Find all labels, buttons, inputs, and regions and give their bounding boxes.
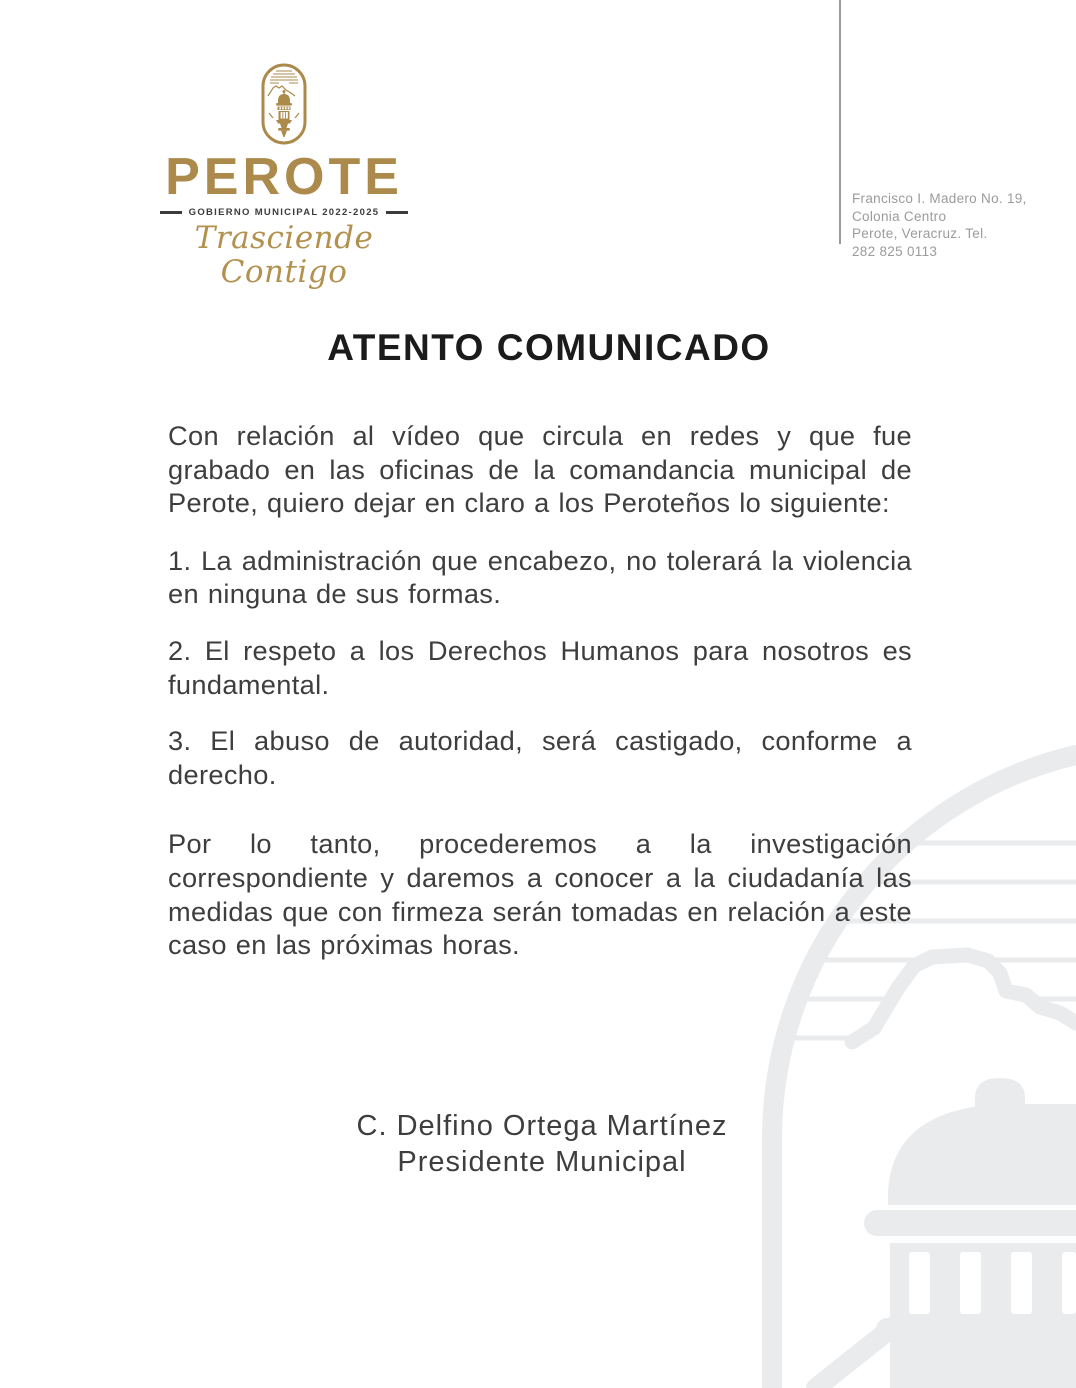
- perote-emblem-icon: [260, 62, 308, 146]
- paragraph-intro: Con relación al vídeo que circula en redes y que fue grabado en las oficinas de la comandancia municipal de Perote, quiero dejar en claro a los Peroteños lo siguiente:: [168, 420, 912, 519]
- contact-line: 282 825 0113: [852, 243, 938, 259]
- subtitle-dash-right: [386, 211, 408, 214]
- logo-subtitle: GOBIERNO MUNICIPAL 2022-2025: [188, 207, 380, 218]
- subtitle-dash-left: [160, 211, 182, 214]
- contact-address: [852, 190, 1052, 260]
- paragraph-item-3: 3. El abuso de autoridad, será castigado, conforme a derecho.: [168, 725, 912, 790]
- communique-body: [168, 419, 912, 986]
- logo-wordmark: PEROTE: [165, 148, 403, 206]
- contact-line: Francisco I. Madero No. 19,: [852, 191, 1027, 206]
- paragraph-item-2: 2. El respeto a los Derechos Humanos para nosotros es fundamental.: [168, 634, 912, 700]
- signatory-name: C. Delfino Ortega Martínez: [356, 1110, 728, 1142]
- logo: [158, 62, 410, 289]
- logo-subtitle-row: [158, 207, 410, 218]
- paragraph-item-1: 1. La administración que encabezo, no tolerará la violencia en ninguna de sus formas.: [168, 544, 912, 610]
- page-title: ATENTO COMUNICADO: [327, 327, 771, 368]
- signatory-role: Presidente Municipal: [397, 1146, 687, 1178]
- contact-line: Colonia Centro: [852, 208, 947, 224]
- logo-tagline: Trasciende Contigo: [194, 220, 374, 290]
- paragraph-closing: Por lo tanto, procederemos a la investigación correspondiente y daremos a conocer a la ciudadanía las medidas que con firmeza serán tomadas en relación a este caso en las próximas horas.: [168, 828, 912, 961]
- header-divider: [839, 0, 841, 244]
- signature-block: [168, 1108, 916, 1180]
- contact-line: Perote, Veracruz. Tel.: [852, 226, 988, 241]
